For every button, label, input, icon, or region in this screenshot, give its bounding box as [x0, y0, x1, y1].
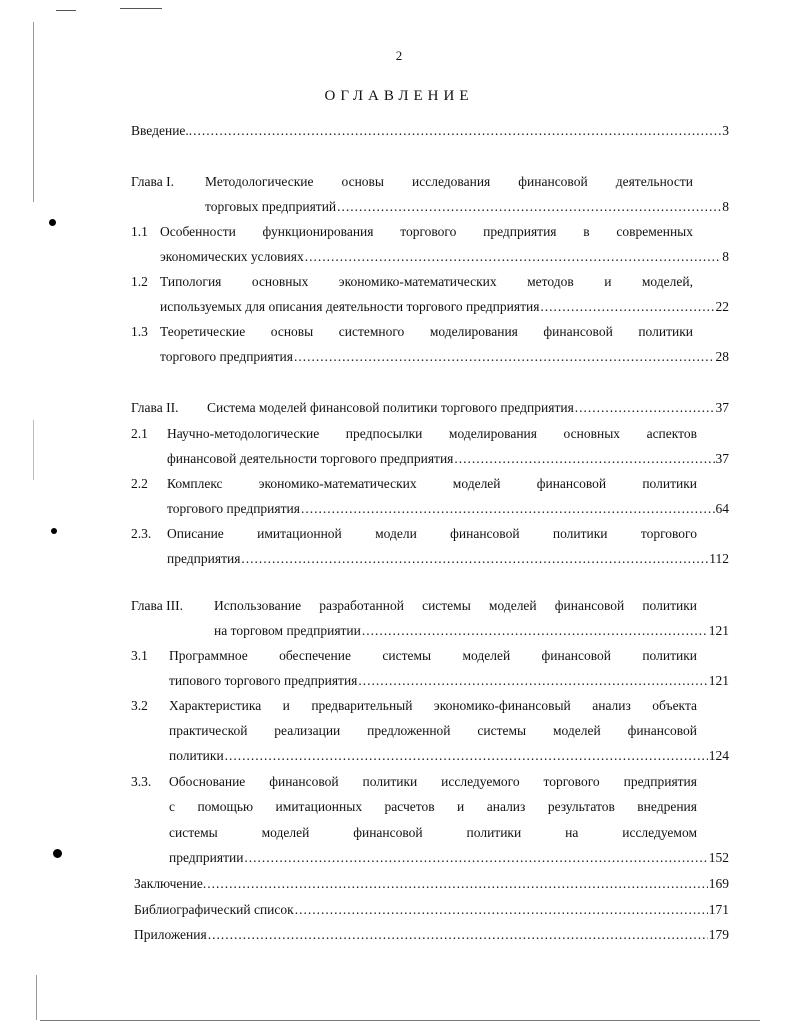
- section-title-line: Типология основных экономико-математических методов и моделей,: [160, 274, 693, 289]
- dot-leader: [244, 848, 707, 868]
- section-title-line: Описание имитационной модели финансовой политики торгового: [167, 526, 697, 541]
- section-label: 1.3: [131, 324, 148, 339]
- punch-hole-dot: [51, 528, 57, 534]
- punch-hole-dot: [49, 219, 56, 226]
- scan-mark-top: [120, 8, 162, 9]
- toc-section-1-1-cont[interactable]: [160, 247, 729, 267]
- scan-mark-bottom-left: [36, 975, 37, 1020]
- section-title-line: с помощью имитационных расчетов и анализ результатов внедрения: [169, 799, 697, 814]
- chapter-title-line: Методологические основы исследования финансовой деятельности: [205, 174, 693, 189]
- toc-page-number: 152: [708, 850, 729, 865]
- section-label: 1.2: [131, 274, 148, 289]
- dot-leader: [241, 549, 708, 569]
- toc-section-3-1[interactable]: [131, 646, 697, 666]
- dot-leader: [207, 874, 708, 894]
- toc-entry-intro[interactable]: [131, 121, 729, 141]
- dot-leader: [454, 449, 714, 469]
- toc-page-number: 22: [715, 299, 729, 314]
- toc-section-1-3-cont[interactable]: [160, 347, 729, 367]
- punch-hole-dot: [53, 849, 62, 858]
- toc-page-number: 179: [708, 927, 729, 942]
- section-title-line: типового торгового предприятия: [169, 673, 358, 688]
- toc-page-number: 112: [709, 551, 729, 566]
- page-title: ОГЛАВЛЕНИЕ: [324, 88, 474, 104]
- page-number: 2: [395, 48, 403, 63]
- toc-page-number: 8: [722, 249, 729, 264]
- dot-leader: [208, 925, 708, 945]
- dot-leader: [301, 499, 715, 519]
- chapter-label: Глава I.: [131, 174, 174, 189]
- chapter-title-line: торговых предприятий: [205, 199, 337, 214]
- section-title-line: предприятии: [169, 850, 244, 865]
- dot-leader: [540, 297, 714, 317]
- section-title-line: системы моделей финансовой политики на исследуемом: [169, 825, 697, 840]
- toc-entry-text: Библиографический список: [134, 902, 294, 917]
- dot-leader: [362, 621, 708, 641]
- toc-section-3-3-end[interactable]: [169, 848, 729, 868]
- section-title-line: финансовой деятельности торгового предприятия: [167, 451, 454, 466]
- section-title-line: Теоретические основы системного моделирования финансовой политики: [160, 324, 693, 339]
- toc-section-2-2[interactable]: [131, 474, 697, 494]
- dot-leader: [337, 197, 721, 217]
- section-title-line: Программное обеспечение системы моделей финансовой политики: [169, 648, 697, 663]
- toc-chapter-2[interactable]: [131, 398, 729, 418]
- dot-leader: [305, 247, 722, 267]
- toc-entry-text: Заключение.: [134, 876, 207, 891]
- toc-section-3-3-cont[interactable]: [169, 797, 697, 817]
- section-label: 2.1: [131, 426, 148, 441]
- toc-page-number: 28: [715, 349, 729, 364]
- toc-section-3-3-cont[interactable]: [169, 823, 697, 843]
- chapter-title-line: Система моделей финансовой политики торгового предприятия: [207, 400, 574, 415]
- section-title-line: практической реализации предложенной системы моделей финансовой: [169, 723, 697, 738]
- toc-entry-conclusion[interactable]: [134, 874, 729, 894]
- toc-page-number: 121: [708, 673, 729, 688]
- section-title-line: используемых для описания деятельности торгового предприятия: [160, 299, 540, 314]
- toc-page-number: 37: [715, 451, 729, 466]
- toc-page-number: 124: [708, 748, 729, 763]
- toc-section-2-1[interactable]: [131, 424, 697, 444]
- dot-leader: [575, 398, 715, 418]
- toc-section-3-2-end[interactable]: [169, 746, 729, 766]
- toc-chapter-1[interactable]: [131, 172, 693, 192]
- toc-page-number: 121: [708, 623, 729, 638]
- dot-leader: [225, 746, 708, 766]
- toc-page-number: 171: [708, 902, 729, 917]
- section-title-line: торгового предприятия: [160, 349, 293, 364]
- toc-section-1-1[interactable]: [131, 222, 693, 242]
- scan-mark-bottom: [40, 1020, 760, 1021]
- dot-leader: [295, 900, 708, 920]
- toc-section-3-3[interactable]: [131, 772, 697, 792]
- toc-chapter-3[interactable]: [131, 596, 697, 616]
- chapter-label: Глава II.: [131, 400, 179, 415]
- section-label: 1.1: [131, 224, 148, 239]
- section-label: 3.1: [131, 648, 148, 663]
- section-label: 2.3.: [131, 526, 152, 541]
- toc-page-number: 64: [715, 501, 729, 516]
- dot-leader: [294, 347, 715, 367]
- toc-section-2-3-cont[interactable]: [167, 549, 729, 569]
- dot-leader: [193, 121, 721, 141]
- toc-section-3-2-cont[interactable]: [169, 721, 697, 741]
- section-title-line: Характеристика и предварительный экономико-финансовый анализ объекта: [169, 698, 697, 713]
- toc-page-number: 37: [715, 400, 729, 415]
- toc-section-1-2-cont[interactable]: [160, 297, 729, 317]
- section-title-line: политики: [169, 748, 224, 763]
- toc-page-number: 8: [722, 199, 729, 214]
- section-title-line: Научно-методологические предпосылки моделирования основных аспектов: [167, 426, 697, 441]
- toc-chapter-1-cont[interactable]: [205, 197, 729, 217]
- section-title-line: Обоснование финансовой политики исследуемого торгового предприятия: [169, 774, 697, 789]
- toc-section-3-1-cont[interactable]: [169, 671, 729, 691]
- toc-page-number: 169: [708, 876, 729, 891]
- toc-entry-appendices[interactable]: [134, 925, 729, 945]
- toc-entry-text: Приложения: [134, 927, 207, 942]
- section-label: 3.2: [131, 698, 148, 713]
- toc-section-2-1-cont[interactable]: [167, 449, 729, 469]
- section-title-line: торгового предприятия: [167, 501, 300, 516]
- chapter-title-line: на торговом предприятии: [214, 623, 361, 638]
- toc-section-2-3[interactable]: [131, 524, 697, 544]
- section-title-line: Особенности функционирования торгового предприятия в современных: [160, 224, 693, 239]
- dot-leader: [358, 671, 707, 691]
- section-title-line: экономических условиях: [160, 249, 304, 264]
- toc-entry-text: Введение..: [131, 123, 193, 138]
- toc-page-number: 3: [722, 123, 729, 138]
- toc-entry-bibliography[interactable]: [134, 900, 729, 920]
- section-label: 3.3.: [131, 774, 152, 789]
- toc-chapter-3-cont[interactable]: [214, 621, 729, 641]
- toc-section-3-2[interactable]: [131, 696, 697, 716]
- section-label: 2.2: [131, 476, 148, 491]
- scan-mark-top-left: [56, 10, 76, 11]
- toc-section-1-3[interactable]: [131, 322, 693, 342]
- scan-mark-left-edge-lower: [33, 420, 34, 480]
- toc-section-2-2-cont[interactable]: [167, 499, 729, 519]
- chapter-label: Глава III.: [131, 598, 183, 613]
- section-title-line: предприятия: [167, 551, 241, 566]
- chapter-title-line: Использование разработанной системы моделей финансовой политики: [214, 598, 697, 613]
- toc-section-1-2[interactable]: [131, 272, 693, 292]
- section-title-line: Комплекс экономико-математических моделей финансовой политики: [167, 476, 697, 491]
